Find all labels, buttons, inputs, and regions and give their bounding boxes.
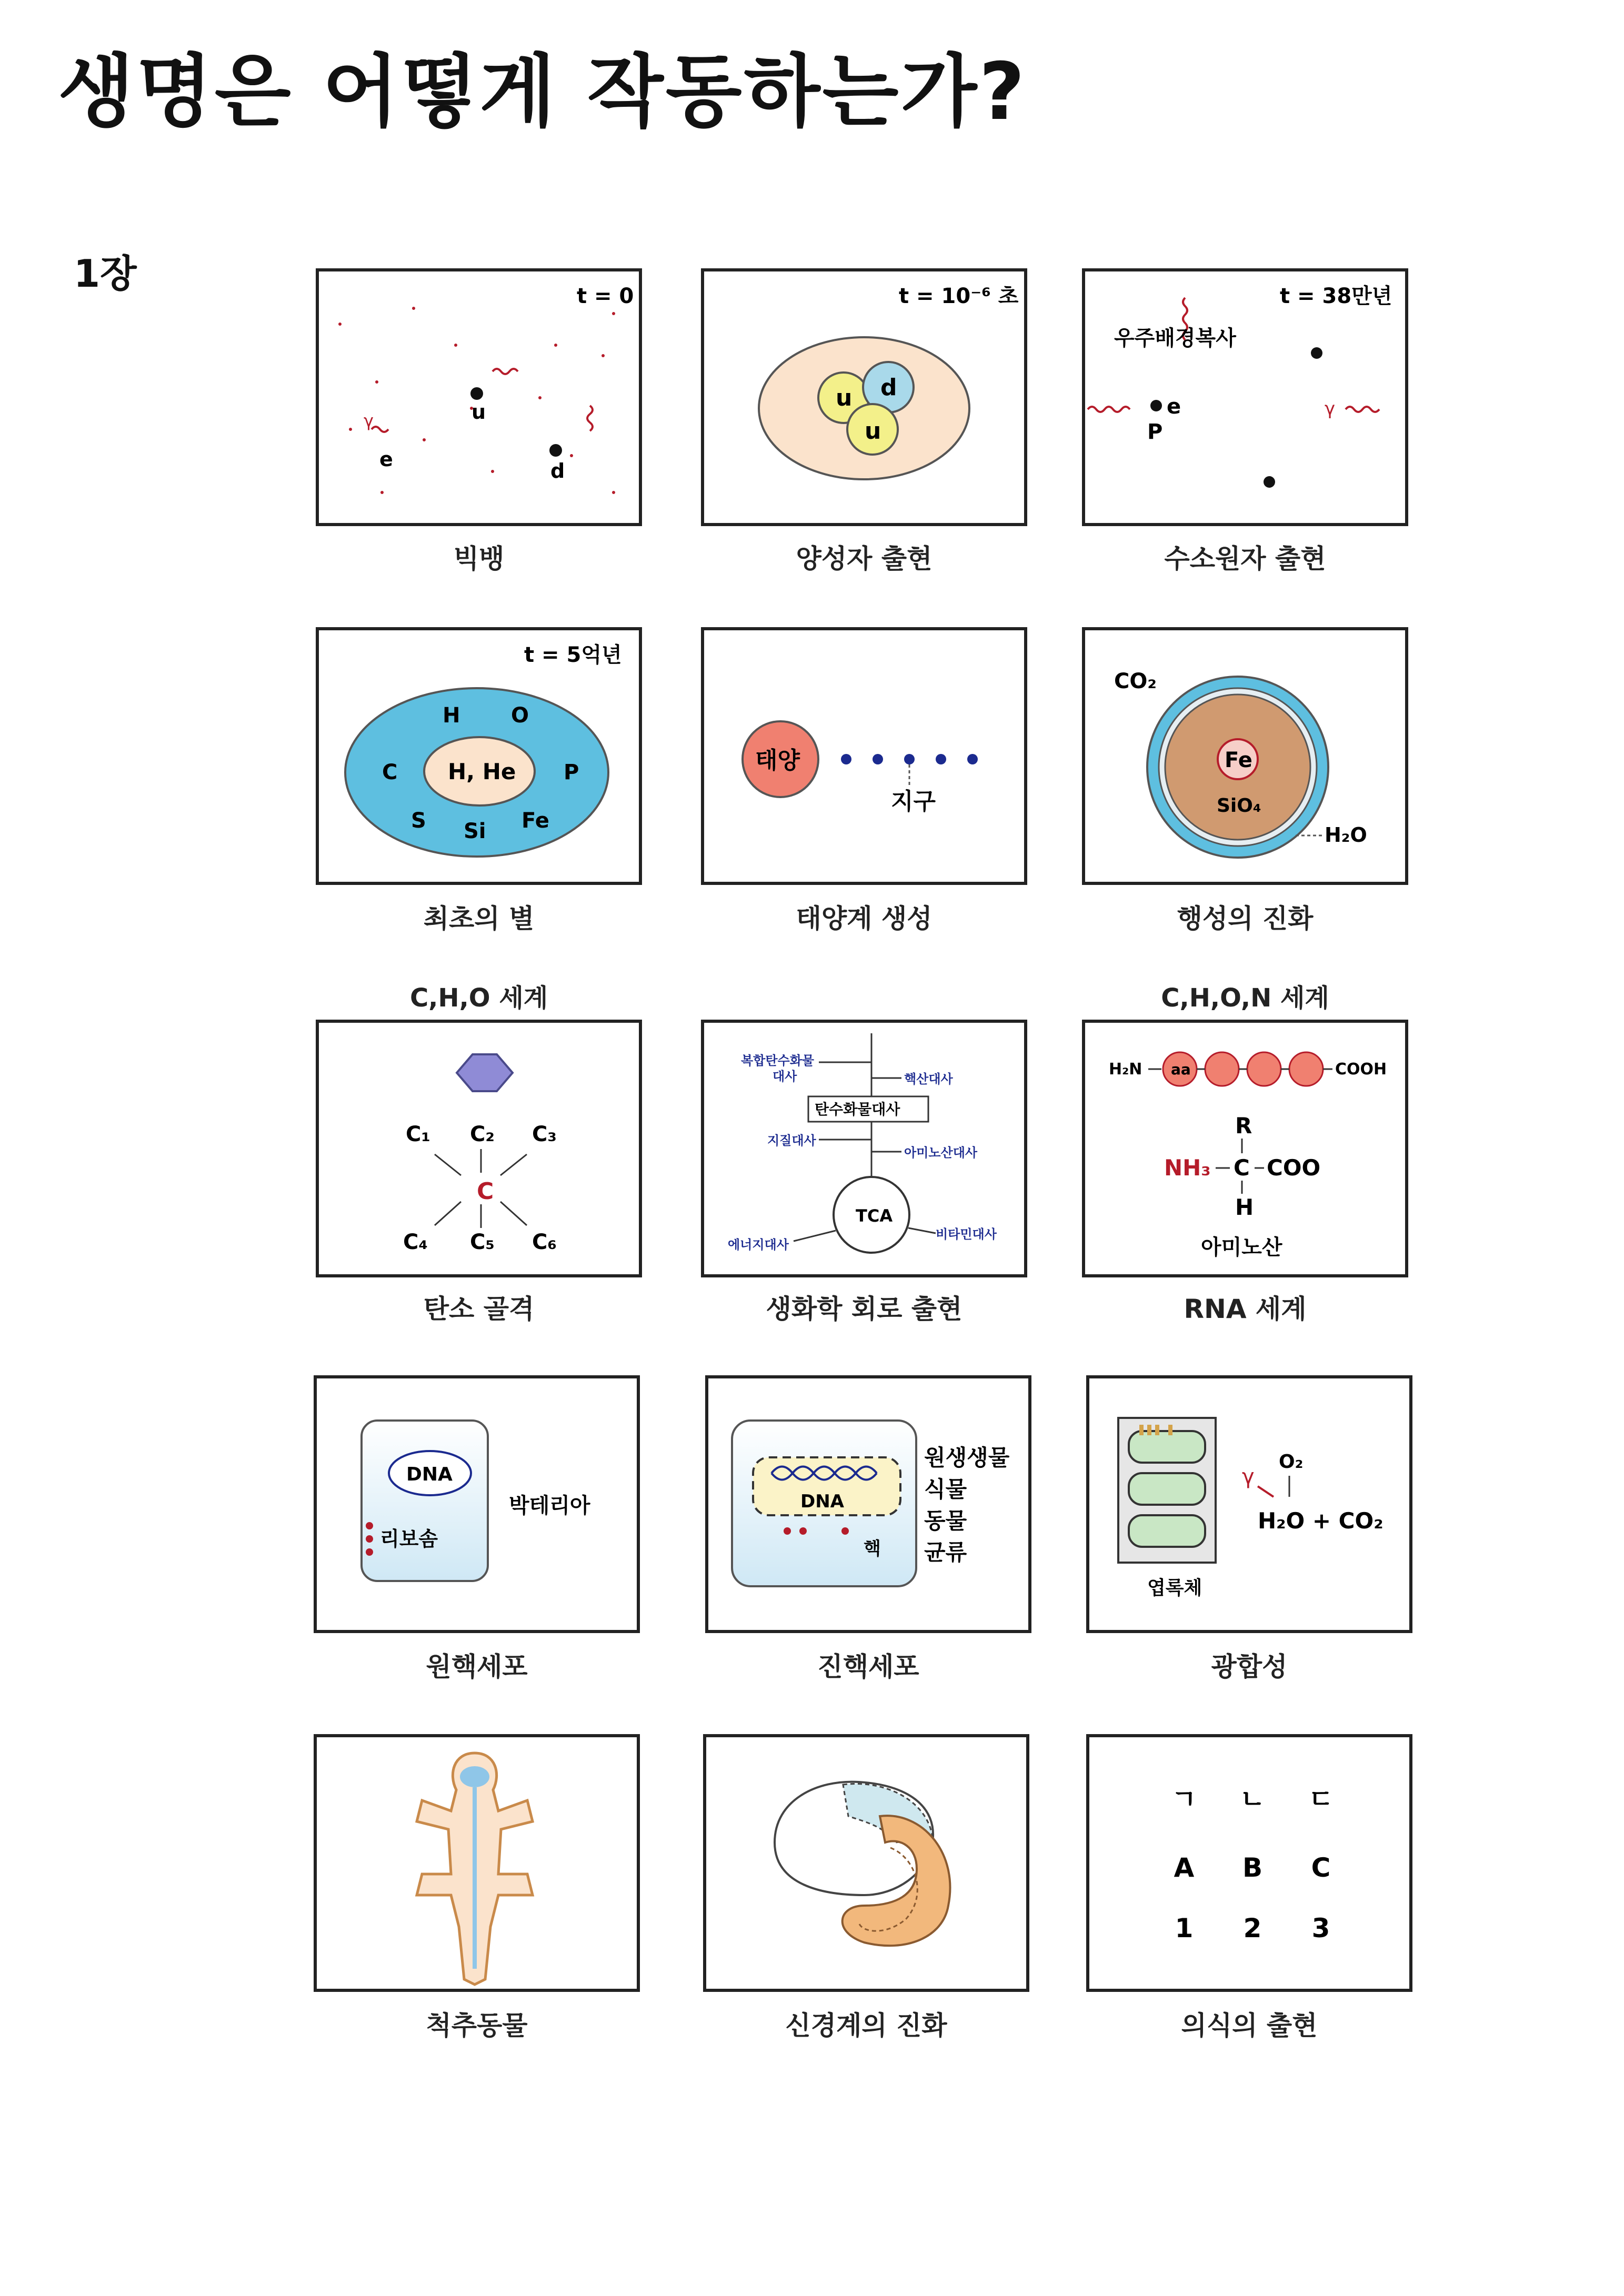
svg-text:1: 1 bbox=[1175, 1913, 1194, 1943]
bigbang-time: t = 0 bbox=[577, 284, 634, 308]
svg-text:복합탄수화물: 복합탄수화물 bbox=[741, 1053, 815, 1068]
chloroplast-label: 엽록체 bbox=[1147, 1577, 1202, 1599]
caption-nervous: 신경계의 진화 bbox=[785, 2010, 947, 2041]
svg-text:3: 3 bbox=[1311, 1913, 1330, 1943]
star-time: t = 5억년 bbox=[524, 643, 622, 667]
panel-carbon bbox=[316, 1020, 642, 1277]
svg-text:C₆: C₆ bbox=[532, 1230, 557, 1254]
caption-eukaryote: 진핵세포 bbox=[817, 1651, 919, 1682]
svg-text:C₁: C₁ bbox=[406, 1122, 430, 1146]
svg-text:aa: aa bbox=[1171, 1061, 1191, 1078]
svg-text:COOH: COOH bbox=[1335, 1060, 1387, 1079]
photon-wave-1 bbox=[493, 369, 518, 374]
prokaryote-diagram bbox=[317, 1378, 637, 1630]
panel-nervous bbox=[703, 1734, 1029, 1992]
svg-text:핵산대사: 핵산대사 bbox=[904, 1072, 953, 1086]
svg-text:C₅: C₅ bbox=[470, 1230, 495, 1254]
svg-text:동물: 동물 bbox=[924, 1508, 967, 1534]
quark-1: u bbox=[836, 385, 853, 411]
star-diagram bbox=[319, 630, 639, 882]
svg-text:A: A bbox=[1174, 1852, 1195, 1883]
caption-first-star: 최초의 별 bbox=[423, 903, 535, 934]
page-title: 생명은 어떻게 작동하는가? bbox=[58, 46, 1027, 138]
svg-text:H: H bbox=[1235, 1194, 1254, 1220]
caption-vertebrate: 척추동물 bbox=[426, 2010, 528, 2041]
svg-text:Si: Si bbox=[464, 819, 486, 843]
bigbang-diagram bbox=[319, 271, 639, 523]
svg-text:B: B bbox=[1242, 1852, 1263, 1883]
gamma-light: γ bbox=[1242, 1465, 1255, 1489]
h2o-label: H₂O bbox=[1325, 823, 1367, 847]
svg-text:H: H bbox=[443, 703, 460, 728]
ribosome-label: 리보솜 bbox=[380, 1527, 438, 1550]
svg-text:NH₃: NH₃ bbox=[1164, 1155, 1211, 1181]
lizard-illustration bbox=[317, 1737, 637, 1989]
quark-2: d bbox=[880, 374, 897, 401]
caption-prokaryote: 원핵세포 bbox=[426, 1651, 528, 1682]
panel-proton bbox=[701, 268, 1027, 526]
svg-text:아미노산대사: 아미노산대사 bbox=[904, 1145, 978, 1160]
caption-consciousness: 의식의 출현 bbox=[1181, 2010, 1318, 2041]
svg-text:C: C bbox=[1234, 1155, 1250, 1181]
svg-text:COO: COO bbox=[1267, 1155, 1321, 1181]
hexagon-ring bbox=[457, 1054, 513, 1091]
u-label: u bbox=[472, 400, 486, 424]
e-label: e bbox=[379, 448, 393, 471]
svg-text:S: S bbox=[411, 809, 426, 833]
caption-planet: 행성의 진화 bbox=[1177, 903, 1314, 934]
proton-label: P bbox=[1147, 420, 1163, 444]
svg-text:R: R bbox=[1235, 1113, 1252, 1139]
panel-biochem bbox=[701, 1020, 1027, 1277]
brain-illustration bbox=[706, 1737, 1026, 1989]
svg-text:균류: 균류 bbox=[924, 1539, 967, 1565]
quark-3: u bbox=[865, 418, 881, 445]
panel-eukaryote bbox=[705, 1375, 1031, 1633]
svg-text:C₄: C₄ bbox=[403, 1230, 428, 1254]
caption-proton: 양성자 출현 bbox=[796, 543, 933, 574]
caption-bigbang: 빅뱅 bbox=[453, 543, 505, 574]
svg-text:대사: 대사 bbox=[773, 1069, 797, 1084]
panel-hydrogen bbox=[1082, 268, 1408, 526]
group-cho-world: C,H,O 세계 bbox=[409, 983, 548, 1013]
caption-biochem: 생화학 회로 출현 bbox=[766, 1294, 963, 1324]
planet-diagram bbox=[1085, 630, 1405, 882]
d-label: d bbox=[550, 459, 565, 482]
panel-planet bbox=[1082, 627, 1408, 885]
tca-label: TCA bbox=[856, 1206, 893, 1226]
svg-text:에너지대사: 에너지대사 bbox=[728, 1237, 789, 1252]
eu-dna-label: DNA bbox=[800, 1491, 844, 1512]
caption-solar-system: 태양계 생성 bbox=[796, 903, 933, 934]
rna-diagram bbox=[1085, 1023, 1405, 1274]
carbon-diagram bbox=[319, 1023, 639, 1274]
star-core: H, He bbox=[448, 759, 516, 784]
svg-text:C: C bbox=[382, 760, 398, 784]
o2-label: O₂ bbox=[1279, 1451, 1304, 1473]
caption-carbon: 탄소 골격 bbox=[423, 1294, 535, 1324]
sio4-label: SiO₄ bbox=[1217, 795, 1261, 817]
svg-text:ㄱ: ㄱ bbox=[1171, 1784, 1197, 1815]
svg-text:원생생물: 원생생물 bbox=[924, 1445, 1010, 1471]
svg-text:C₃: C₃ bbox=[532, 1122, 557, 1146]
gamma-right: γ bbox=[1325, 398, 1336, 419]
group-chon-world: C,H,O,N 세계 bbox=[1161, 983, 1329, 1013]
nucleus-label: 핵 bbox=[864, 1538, 881, 1559]
hydrogen-time: t = 38만년 bbox=[1280, 284, 1392, 308]
panel-first-star bbox=[316, 627, 642, 885]
panel-bigbang bbox=[316, 268, 642, 526]
co2-label: CO₂ bbox=[1114, 669, 1157, 693]
equation-label: H₂O + CO₂ bbox=[1258, 1508, 1384, 1534]
panel-consciousness bbox=[1086, 1734, 1412, 1992]
dna-label: DNA bbox=[406, 1464, 453, 1485]
solar-diagram bbox=[704, 630, 1024, 882]
svg-text:O: O bbox=[511, 703, 529, 728]
carbon-center: C bbox=[477, 1178, 494, 1205]
svg-text:C: C bbox=[1311, 1852, 1331, 1883]
biochem-diagram bbox=[704, 1023, 1024, 1274]
svg-text:C₂: C₂ bbox=[470, 1122, 495, 1146]
proton-diagram bbox=[704, 271, 1024, 523]
amino-acid-label: 아미노산 bbox=[1201, 1235, 1282, 1260]
panel-prokaryote bbox=[314, 1375, 640, 1633]
svg-text:ㄷ: ㄷ bbox=[1308, 1784, 1334, 1815]
symbols-grid bbox=[1089, 1737, 1409, 1989]
photosynthesis-diagram bbox=[1089, 1378, 1409, 1630]
panel-rna bbox=[1082, 1020, 1408, 1277]
cmb-label: 우주배경복사 bbox=[1114, 326, 1236, 350]
svg-text:2: 2 bbox=[1243, 1913, 1262, 1943]
svg-text:지질대사: 지질대사 bbox=[767, 1133, 816, 1148]
hydrogen-diagram bbox=[1085, 271, 1405, 523]
svg-text:ㄴ: ㄴ bbox=[1239, 1784, 1266, 1815]
photon-wave-2 bbox=[587, 406, 593, 431]
down-quark-dot bbox=[549, 444, 562, 457]
earth-label: 지구 bbox=[891, 788, 936, 815]
carb-box: 탄수화물대사 bbox=[815, 1101, 900, 1118]
proton-time: t = 10⁻⁶ 초 bbox=[899, 284, 1019, 308]
caption-hydrogen: 수소원자 출현 bbox=[1164, 543, 1326, 574]
svg-text:P: P bbox=[564, 760, 579, 784]
svg-text:식물: 식물 bbox=[924, 1476, 967, 1502]
svg-text:Fe: Fe bbox=[522, 809, 549, 833]
bacteria-label: 박테리아 bbox=[509, 1494, 590, 1518]
panel-photosynthesis bbox=[1086, 1375, 1412, 1633]
panel-solar-system bbox=[701, 627, 1027, 885]
caption-photosynthesis: 광합성 bbox=[1211, 1651, 1288, 1682]
svg-text:비타민대사: 비타민대사 bbox=[936, 1227, 997, 1242]
electron-label: e bbox=[1167, 395, 1181, 419]
svg-text:H₂N: H₂N bbox=[1109, 1060, 1142, 1079]
photon-wave-3 bbox=[372, 427, 388, 432]
up-quark-dot bbox=[470, 387, 483, 400]
chapter-label: 1장 bbox=[74, 251, 137, 296]
sun-label: 태양 bbox=[755, 747, 800, 774]
eukaryote-diagram bbox=[708, 1378, 1028, 1630]
caption-rna: RNA 세계 bbox=[1184, 1294, 1307, 1324]
gamma-label: γ bbox=[364, 411, 374, 431]
fe-core: Fe bbox=[1225, 748, 1252, 772]
panel-vertebrate bbox=[314, 1734, 640, 1992]
